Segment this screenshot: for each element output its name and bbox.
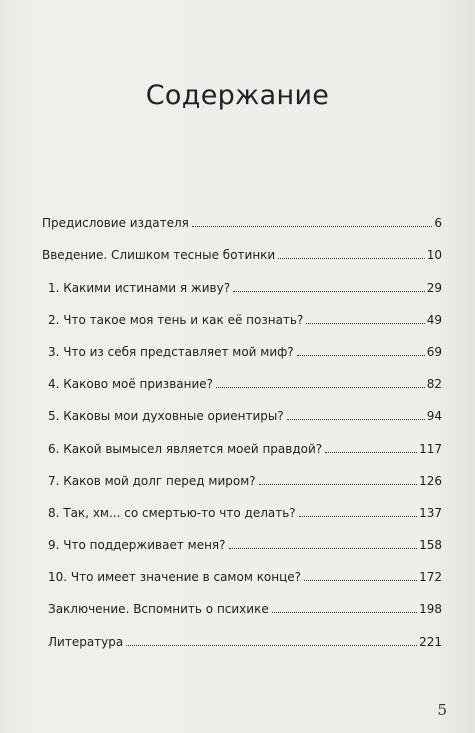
toc-entry [42,198,442,230]
toc-entry-label: 1. Какими истинами я живу? [48,280,231,295]
toc-entry [42,230,442,262]
dot-leader [233,291,425,292]
toc-entry-label: 4. Каково моё призвание? [48,377,214,392]
toc-entry-label: Литература [48,634,124,649]
toc-entry-label: 8. Так, хм... со смертью-то что делать? [48,505,296,520]
toc-entry [42,616,442,648]
toc-entry [42,327,442,359]
page-number: 5 [437,701,447,719]
toc-entry-page: 6 [434,216,442,231]
toc-entry-page: 158 [419,538,442,553]
toc-entry-label: Предисловие издателя [42,216,189,231]
dot-leader [278,258,424,259]
dot-leader [216,387,425,388]
toc-entry-page: 69 [426,344,442,359]
toc-entry-label: 3. Что из себя представляет мой миф? [48,344,294,359]
toc-entry-page: 49 [426,312,442,327]
toc-entry [42,262,442,294]
toc-entry [42,488,442,520]
dot-leader [287,419,425,420]
toc-entry-page: 82 [426,377,442,392]
dot-leader [297,355,425,356]
toc-entry-label: 6. Какой вымысел является моей правдой? [48,441,323,456]
toc-entry-page: 10 [426,248,442,263]
toc-entry-label: Заключение. Вспомнить о психике [48,602,269,617]
dot-leader [325,452,417,453]
dot-leader [306,323,424,324]
toc-entry-page: 94 [426,409,442,424]
toc-entry [42,423,442,455]
dot-leader [192,226,432,227]
toc-entry-label: 5. Каковы мои духовные ориентиры? [48,409,284,424]
toc-entry-label: 7. Каков мой долг перед миром? [48,473,256,488]
toc-entry-label: 10. Что имеет значение в самом конце? [48,570,302,585]
toc-entry-page: 126 [419,473,442,488]
toc-entry [42,552,442,584]
table-of-contents [42,198,442,649]
toc-entry [42,359,442,391]
toc-entry-page: 172 [419,570,442,585]
toc-entry-label: 2. Что такое моя тень и как её познать? [48,312,304,327]
page-title: Содержание [145,80,330,112]
toc-entry-page: 117 [419,441,442,456]
toc-entry-label: 9. Что поддерживает меня? [48,538,226,553]
dot-leader [259,484,417,485]
toc-entry-page: 29 [426,280,442,295]
toc-entry-page: 221 [419,634,442,649]
toc-entry [42,584,442,616]
toc-entry-page: 137 [419,505,442,520]
dot-leader [299,516,417,517]
toc-entry-label: Введение. Слишком тесные ботинки [42,248,276,263]
dot-leader [126,645,417,646]
toc-entry [42,520,442,552]
dot-leader [304,580,417,581]
dot-leader [229,548,418,549]
toc-entry-page: 198 [419,602,442,617]
dot-leader [272,612,417,613]
toc-entry [42,295,442,327]
toc-entry [42,456,442,488]
toc-entry [42,391,442,423]
